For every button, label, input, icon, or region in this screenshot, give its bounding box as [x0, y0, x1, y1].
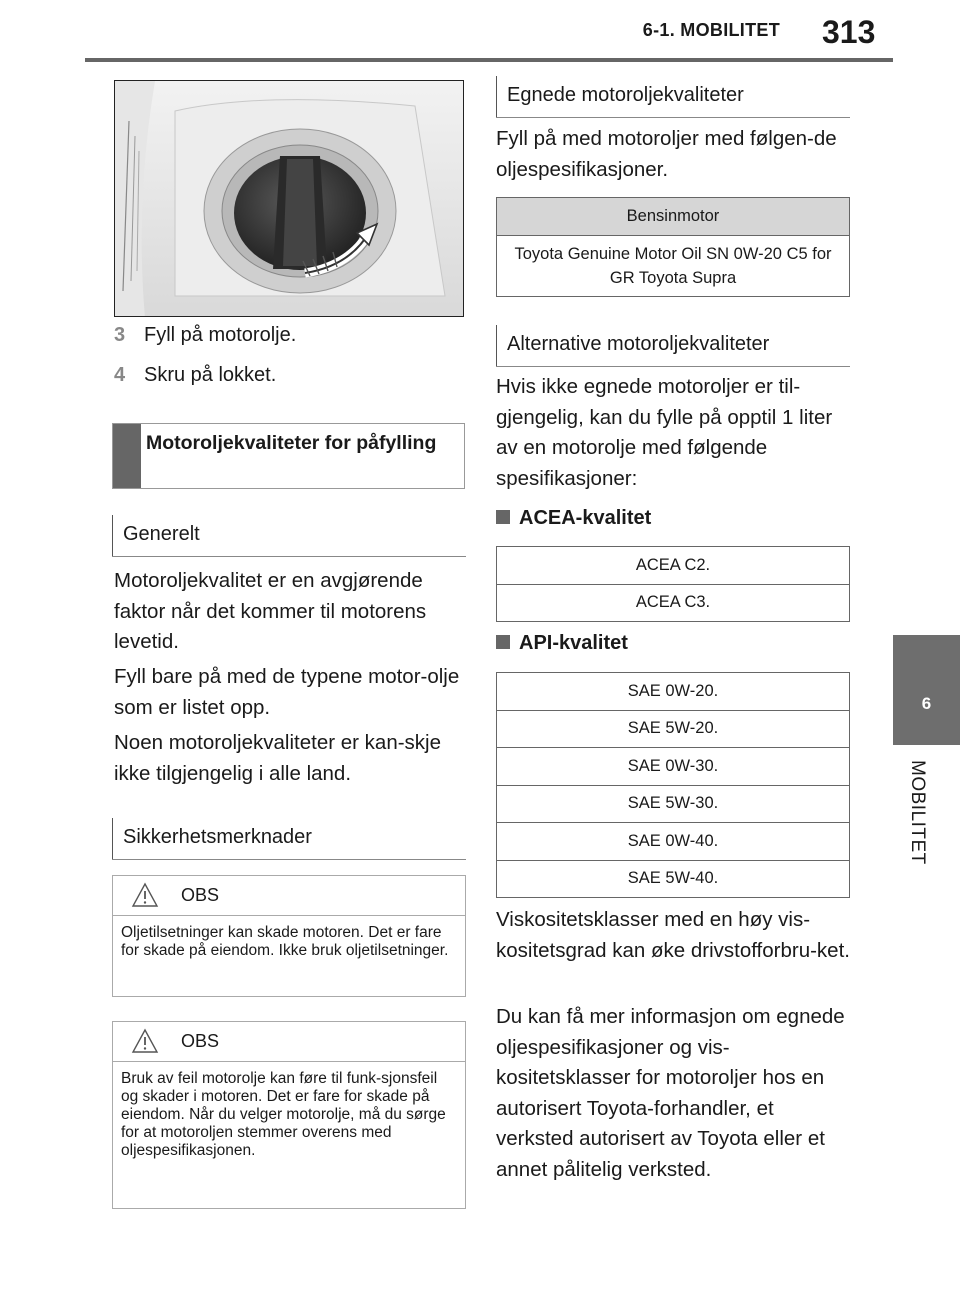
general-paragraph-1: Motoroljekvalitet er en avgjørende faktor når det kommer til motorens levetid. [114, 569, 427, 653]
warning-text: Oljetilsetninger kan skade motoren. Det er fare for skade på eiendom. Ikke bruk oljetilsetninger. [121, 924, 449, 959]
step-4 [114, 364, 276, 387]
bullet-square-icon [496, 510, 510, 524]
warning-title: OBS [181, 1031, 220, 1051]
step-3 [114, 324, 296, 347]
table-header: Bensinmotor [497, 198, 850, 236]
alternative-heading-rule [496, 366, 850, 367]
page-number: 313 [822, 14, 876, 50]
acea-heading-text: ACEA-kvalitet [519, 507, 652, 529]
table-cell: SAE 0W-30. [497, 748, 850, 786]
safety-heading-rule [112, 859, 466, 860]
suitable-heading-rule [496, 117, 850, 118]
warning-text: Bruk av feil motorolje kan føre til funk-sjonsfeil og skader i motoren. Det er fare for skade på eiendom. Når du velger motorolje, må du sørge for at motoroljen stemmer overens med oljespesifikasjonen. [121, 1070, 446, 1159]
warning-triangle-icon [131, 882, 159, 908]
general-heading-rule [112, 556, 466, 557]
suitable-paragraph: Fyll på med motoroljer med følgen-de oljespesifikasjoner. [496, 127, 837, 181]
acea-table [496, 546, 850, 622]
table-cell: ACEA C3. [497, 584, 850, 622]
bullet-square-icon [496, 635, 510, 649]
more-info-paragraph: Du kan få mer informasjon om egnede oljespesifikasjoner og vis-kositetsklasser for motoroljer hos en autorisert Toyota-forhandler, et verksted autorisert av Toyota eller et annet pålitelig verksted. [496, 1005, 845, 1181]
chapter-label: MOBILITET [907, 760, 928, 865]
table-cell: Toyota Genuine Motor Oil SN 0W-20 C5 for GR Toyota Supra [497, 236, 850, 297]
suitable-heading: Egnede motoroljekvaliteter [496, 76, 744, 118]
header-divider [85, 58, 893, 62]
table-cell: SAE 0W-40. [497, 823, 850, 861]
warning-box-2 [112, 1021, 466, 1209]
chapter-number: 6 [921, 694, 932, 713]
table-cell: ACEA C2. [497, 547, 850, 585]
table-cell: SAE 0W-20. [497, 673, 850, 711]
viscosity-paragraph: Viskositetsklasser med en høy vis-kositetsgrad kan øke drivstofforbru-ket. [496, 908, 850, 962]
safety-heading: Sikkerhetsmerknader [112, 818, 312, 860]
heading-accent-bar [113, 424, 141, 488]
step-number: 3 [114, 324, 126, 346]
warning-header [113, 876, 465, 916]
warning-title: OBS [181, 885, 220, 905]
oil-quality-heading-box [112, 423, 465, 489]
step-text: Skru på lokket. [144, 364, 277, 386]
warning-header [113, 1022, 465, 1062]
api-table [496, 672, 850, 898]
warning-box-1 [112, 875, 466, 997]
acea-heading [496, 507, 651, 530]
petrol-oil-table [496, 197, 850, 297]
alternative-heading: Alternative motoroljekvaliteter [496, 325, 769, 367]
general-paragraph-3: Noen motoroljekvaliteter er kan-skje ikke tilgjengelig i alle land. [114, 731, 441, 785]
oil-filler-cap-illustration [114, 80, 464, 317]
table-cell: SAE 5W-30. [497, 785, 850, 823]
chapter-tab [893, 635, 960, 745]
api-heading [496, 632, 628, 655]
general-heading: Generelt [112, 515, 200, 557]
oil-cap-drawing [115, 81, 464, 317]
api-heading-text: API-kvalitet [519, 632, 628, 654]
alternative-paragraph: Hvis ikke egnede motoroljer er til-gjengelig, kan du fylle på opptil 1 liter av en motorolje med følgende spesifikasjoner: [496, 375, 833, 490]
oil-quality-heading: Motoroljekvaliteter for påfylling [146, 432, 437, 454]
table-cell: SAE 5W-20. [497, 710, 850, 748]
table-cell: SAE 5W-40. [497, 860, 850, 898]
warning-triangle-icon [131, 1028, 159, 1054]
section-title: 6-1. MOBILITET [642, 20, 780, 40]
step-number: 4 [114, 364, 126, 386]
step-text: Fyll på motorolje. [144, 324, 297, 346]
general-paragraph-2: Fyll bare på med de typene motor-olje som er listet opp. [114, 665, 460, 719]
